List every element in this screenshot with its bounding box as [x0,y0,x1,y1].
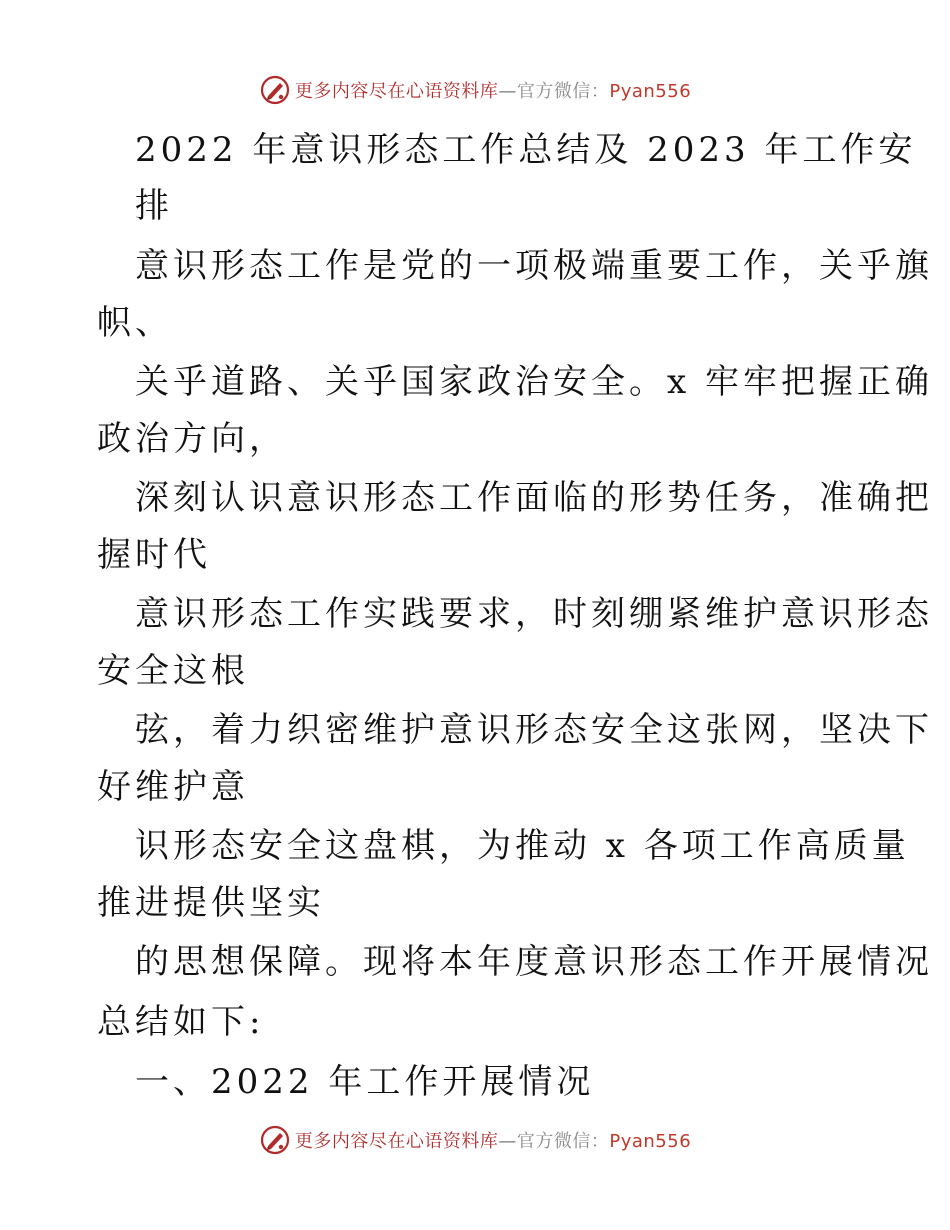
body-line: 识形态安全这盘棋，为推动 x 各项工作高质量 [135,826,910,866]
body-line: 好维护意 [97,767,249,807]
body-line: 政治方向， [97,419,287,459]
pen-logo-icon [259,74,291,106]
body-line: 握时代 [97,535,211,575]
banner-main-text: 更多内容尽在心语资料库 [294,81,499,102]
banner-text [295,77,691,103]
body-line: 关乎道路、关乎国家政治安全。x 牢牢把握正确 [135,362,933,402]
banner-dash: — [498,1131,517,1152]
banner-text [295,1127,691,1153]
body-line: 弦，着力织密维护意识形态安全这张网，坚决下 [135,710,933,750]
body-line: 的思想保障。现将本年度意识形态工作开展情况 [135,942,933,982]
body-line: 安全这根 [97,651,249,691]
body-line: 推进提供坚实 [97,883,325,923]
document-title-line-2: 排 [135,186,173,226]
section-heading: 一、2022 年工作开展情况 [135,1062,595,1102]
footer-banner [0,1120,950,1160]
banner-label: 官方微信： [516,81,610,102]
body-line: 深刻认识意识形态工作面临的形势任务，准确把 [135,478,933,518]
banner-dash: — [498,81,517,102]
header-banner [0,70,950,110]
document-title-line-1: 2022 年意识形态工作总结及 2023 年工作安 [135,130,917,170]
body-line: 意识形态工作是党的一项极端重要工作，关乎旗 [135,246,933,286]
banner-account: Pyan556 [609,1131,692,1152]
body-line: 总结如下: [97,1002,265,1042]
banner-account: Pyan556 [609,81,692,102]
banner-main-text: 更多内容尽在心语资料库 [294,1131,499,1152]
body-line: 意识形态工作实践要求，时刻绷紧维护意识形态 [135,594,933,634]
body-line: 帜、 [97,303,173,343]
banner-label: 官方微信： [516,1131,610,1152]
pen-logo-icon [259,1124,291,1156]
